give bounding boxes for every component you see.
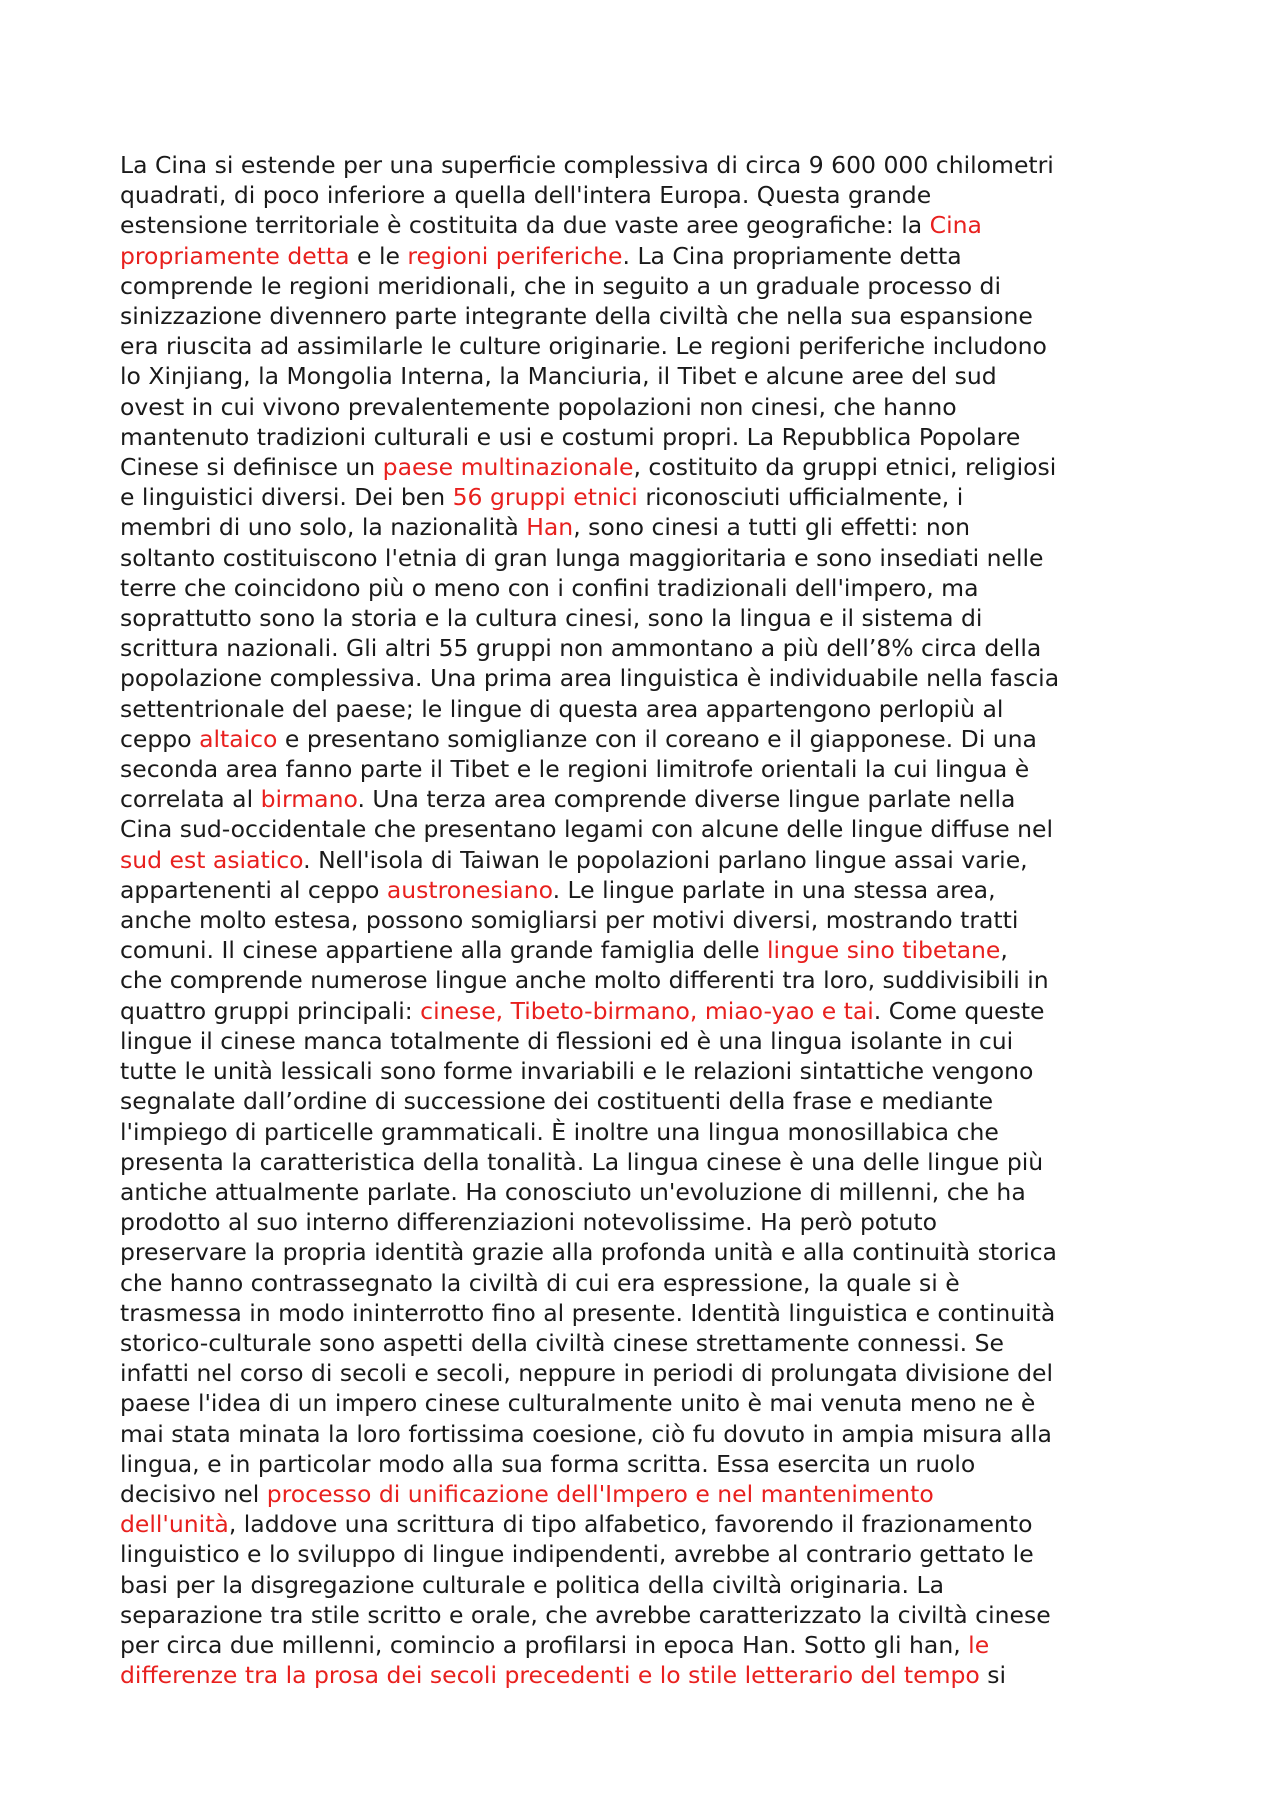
text-segment: e le — [349, 241, 408, 270]
text-segment: comuni. Il cinese appartiene alla grande famiglia delle — [120, 936, 768, 965]
text-segment: anche molto estesa, possono somigliarsi per motivi diversi, mostrando tratti — [120, 906, 1019, 935]
text-line — [120, 845, 1170, 875]
body-text — [120, 150, 1170, 1690]
text-line — [120, 784, 1170, 814]
text-segment: comprende le regioni meridionali, che in seguito a un graduale processo di — [120, 271, 1001, 300]
text-segment: era riuscita ad assimilarle le culture originarie. Le regioni periferiche includono — [120, 332, 1047, 361]
text-line — [120, 1509, 1170, 1539]
text-segment: settentrionale del paese; le lingue di questa area appartengono perlopiù al — [120, 694, 1004, 723]
text-segment: popolazione complessiva. Una prima area linguistica è individuabile nella fascia — [120, 664, 1060, 693]
highlighted-term: le — [968, 1630, 990, 1659]
text-line — [120, 392, 1170, 422]
text-line — [120, 573, 1170, 603]
text-line — [120, 1268, 1170, 1298]
text-segment: , costituito da gruppi etnici, religiosi — [633, 453, 1057, 482]
text-line — [120, 1117, 1170, 1147]
text-line — [120, 814, 1170, 844]
text-segment: Cina sud-occidentale che presentano legami con alcune delle lingue diffuse nel — [120, 815, 1054, 844]
text-line — [120, 1600, 1170, 1630]
highlighted-term: differenze tra la prosa dei secoli precedenti e lo stile letterario del tempo — [120, 1661, 980, 1690]
text-segment: . La Cina propriamente detta — [622, 241, 962, 270]
text-segment: mai stata minata la loro fortissima coesione, ciò fu dovuto in ampia misura alla — [120, 1419, 1052, 1448]
text-line — [120, 603, 1170, 633]
text-line — [120, 150, 1170, 180]
text-line — [120, 996, 1170, 1026]
text-segment: lingue il cinese manca totalmente di flessioni ed è una lingua isolante in cui — [120, 1026, 1014, 1055]
text-segment: lo Xinjiang, la Mongolia Interna, la Manciuria, il Tibet e alcune aree del sud — [120, 362, 997, 391]
text-line — [120, 1026, 1170, 1056]
text-segment: seconda area fanno parte il Tibet e le regioni limitrofe orientali la cui lingua è — [120, 755, 1030, 784]
text-line — [120, 180, 1170, 210]
highlighted-term: lingue sino tibetane — [767, 936, 1001, 965]
highlighted-term: propriamente detta — [120, 241, 350, 270]
text-segment: che comprende numerose lingue anche molto differenti tra loro, suddivisibili in — [120, 966, 1049, 995]
text-segment: estensione territoriale è costituita da due vaste aree geografiche: la — [120, 211, 930, 240]
highlighted-term: birmano — [260, 785, 358, 814]
text-segment: ovest in cui vivono prevalentemente popolazioni non cinesi, che hanno — [120, 392, 957, 421]
text-line — [120, 1298, 1170, 1328]
text-segment: linguistico e lo sviluppo di lingue indipendenti, avrebbe al contrario gettato le — [120, 1540, 1034, 1569]
text-segment: appartenenti al ceppo — [120, 875, 387, 904]
text-segment: Cinese si definisce un — [120, 453, 383, 482]
highlighted-term: paese multinazionale — [382, 453, 634, 482]
highlighted-term: Cina — [929, 211, 982, 240]
text-segment: e presentano somiglianze con il coreano e il giapponese. Di una — [277, 724, 1037, 753]
text-line — [120, 935, 1170, 965]
text-segment: , laddove una scrittura di tipo alfabetico, favorendo il frazionamento — [228, 1510, 1033, 1539]
text-segment: , sono cinesi a tutti gli effetti: non — [573, 513, 971, 542]
text-segment: l'impiego di particelle grammaticali. È inoltre una lingua monosillabica che — [120, 1117, 999, 1146]
text-segment: quadrati, di poco inferiore a quella dell'intera Europa. Questa grande — [120, 181, 932, 210]
text-segment: trasmessa in modo ininterrotto fino al presente. Identità linguistica e continuità — [120, 1298, 1056, 1327]
text-segment: separazione tra stile scritto e orale, che avrebbe caratterizzato la civiltà cinese — [120, 1600, 1051, 1629]
text-line — [120, 422, 1170, 452]
text-segment: si — [979, 1661, 1007, 1690]
text-line — [120, 1388, 1170, 1418]
text-line — [120, 724, 1170, 754]
text-line — [120, 361, 1170, 391]
highlighted-term: regioni periferiche — [407, 241, 623, 270]
text-line — [120, 633, 1170, 663]
text-segment: mantenuto tradizioni culturali e usi e costumi propri. La Repubblica Popolare — [120, 422, 1021, 451]
text-segment: sinizzazione divennero parte integrante della civiltà che nella sua espansione — [120, 302, 1033, 331]
text-line — [120, 1630, 1170, 1660]
text-segment: . Come queste — [873, 996, 1045, 1025]
text-segment: lingua, e in particolar modo alla sua forma scritta. Essa esercita un ruolo — [120, 1449, 976, 1478]
text-segment: , — [1000, 936, 1008, 965]
text-segment: terre che coincidono più o meno con i confini tradizionali dell'impero, ma — [120, 573, 979, 602]
text-segment: riconosciuti ufficialmente, i — [637, 483, 964, 512]
highlighted-term: 56 gruppi etnici — [452, 483, 638, 512]
text-line — [120, 482, 1170, 512]
text-line — [120, 875, 1170, 905]
text-segment: prodotto al suo interno differenziazioni notevolissime. Ha però potuto — [120, 1208, 937, 1237]
highlighted-term: sud est asiatico — [120, 845, 304, 874]
text-line — [120, 694, 1170, 724]
text-segment: paese l'idea di un impero cinese culturalmente unito è mai venuta meno ne è — [120, 1389, 1036, 1418]
text-line — [120, 1147, 1170, 1177]
text-segment: . Le lingue parlate in una stessa area, — [552, 875, 996, 904]
text-segment: soprattutto sono la storia e la cultura cinesi, sono la lingua e il sistema di — [120, 604, 983, 633]
text-segment: . Nell'isola di Taiwan le popolazioni parlano lingue assai varie, — [303, 845, 1028, 874]
text-line — [120, 1086, 1170, 1116]
text-line — [120, 1539, 1170, 1569]
text-line — [120, 543, 1170, 573]
text-line — [120, 1660, 1170, 1690]
text-segment: presenta la caratteristica della tonalità. La lingua cinese è una delle lingue più — [120, 1147, 1044, 1176]
highlighted-term: Han — [526, 513, 574, 542]
text-segment: basi per la disgregazione culturale e politica della civiltà originaria. La — [120, 1570, 944, 1599]
text-line — [120, 1419, 1170, 1449]
highlighted-term: dell'unità — [120, 1510, 229, 1539]
text-line — [120, 965, 1170, 995]
text-segment: per circa due millenni, comincio a profilarsi in epoca Han. Sotto gli han, — [120, 1630, 969, 1659]
text-line — [120, 331, 1170, 361]
text-segment: ceppo — [120, 724, 200, 753]
highlighted-term: altaico — [199, 724, 278, 753]
text-segment: La Cina si estende per una superficie complessiva di circa 9 600 000 chilometri — [120, 151, 1054, 179]
text-line — [120, 241, 1170, 271]
text-line — [120, 1056, 1170, 1086]
text-line — [120, 1177, 1170, 1207]
text-line — [120, 663, 1170, 693]
highlighted-term: processo di unificazione dell'Impero e nel mantenimento — [266, 1479, 934, 1508]
text-segment: segnalate dall’ordine di successione dei costituenti della frase e mediante — [120, 1087, 994, 1116]
text-line — [120, 271, 1170, 301]
text-line — [120, 754, 1170, 784]
highlighted-term: austronesiano — [386, 875, 553, 904]
text-segment: tutte le unità lessicali sono forme invariabili e le relazioni sintattiche vengono — [120, 1057, 1034, 1086]
text-line — [120, 1479, 1170, 1509]
text-segment: e linguistici diversi. Dei ben — [120, 483, 453, 512]
text-line — [120, 1358, 1170, 1388]
text-segment: scrittura nazionali. Gli altri 55 gruppi non ammontano a più dell’8% circa della — [120, 634, 1042, 663]
text-segment: antiche attualmente parlate. Ha conosciuto un'evoluzione di millenni, che ha — [120, 1177, 1026, 1206]
text-line — [120, 1207, 1170, 1237]
text-line — [120, 210, 1170, 240]
highlighted-term: cinese, Tibeto-birmano, miao-yao e tai — [420, 996, 874, 1025]
text-segment: soltanto costituiscono l'etnia di gran lunga maggioritaria e sono insediati nelle — [120, 543, 1044, 572]
text-segment: . Una terza area comprende diverse lingue parlate nella — [357, 785, 1016, 814]
text-segment: storico-culturale sono aspetti della civiltà cinese strettamente connessi. Se — [120, 1328, 1004, 1357]
text-line — [120, 452, 1170, 482]
text-segment: correlata al — [120, 785, 261, 814]
text-line — [120, 1328, 1170, 1358]
text-line — [120, 905, 1170, 935]
text-segment: preservare la propria identità grazie alla profonda unità e alla continuità storica — [120, 1238, 1057, 1267]
text-segment: infatti nel corso di secoli e secoli, neppure in periodi di prolungata divisione del — [120, 1359, 1054, 1388]
text-line — [120, 1449, 1170, 1479]
text-line — [120, 301, 1170, 331]
text-segment: decisivo nel — [120, 1479, 267, 1508]
text-segment: quattro gruppi principali: — [120, 996, 421, 1025]
text-line — [120, 1237, 1170, 1267]
text-segment: che hanno contrassegnato la civiltà di cui era espressione, la quale si è — [120, 1268, 960, 1297]
text-line — [120, 512, 1170, 542]
text-line — [120, 1570, 1170, 1600]
text-segment: membri di uno solo, la nazionalità — [120, 513, 527, 542]
